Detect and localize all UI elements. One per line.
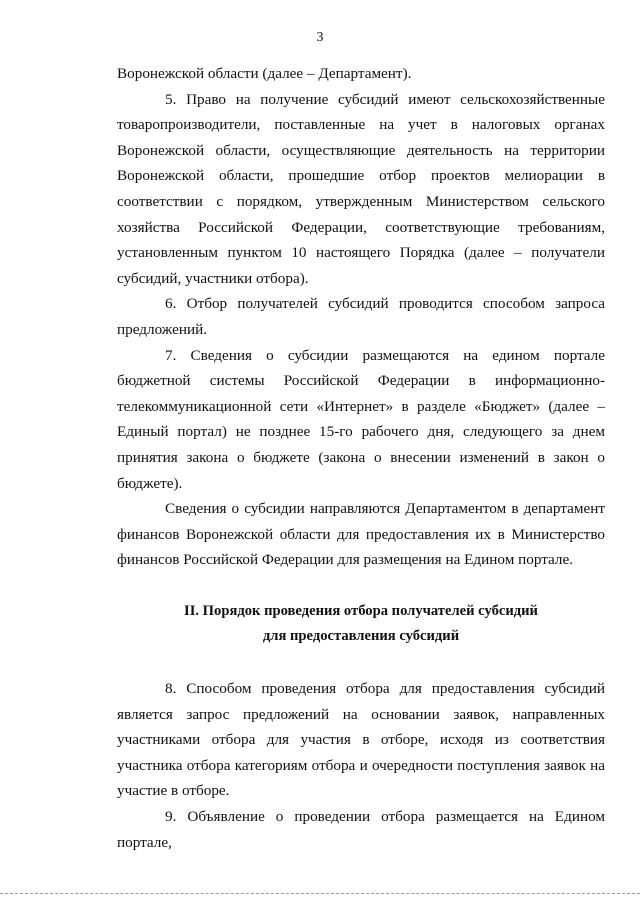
paragraph-continuation: Воронежской области (далее – Департамент). <box>117 65 412 82</box>
page-number: 3 <box>316 30 324 45</box>
document-body <box>117 61 605 855</box>
section-heading-line-2: для предоставления субсидий <box>262 628 460 645</box>
paragraph-subsidy-info: Сведения о субсидии направляются Департаментом в департамент финансов Воронежской области для предоставления их в Министерство финансов Российской Федерации для размещения на Едином портале. <box>117 500 605 569</box>
page-bottom-rule <box>0 893 640 894</box>
section-heading-line-1: II. Порядок проведения отбора получателей субсидий <box>184 602 538 619</box>
paragraph-item-8: 8. Способом проведения отбора для предоставления субсидий является запрос предложений на основании заявок, направленных участниками отбора для участия в отборе, исходя из соответствия участника отбора категориям отбора и очередности поступления заявок на участие в отборе. <box>117 680 605 800</box>
paragraph-item-5: 5. Право на получение субсидий имеют сельскохозяйственные товаропроизводители, поставленные на учет в налоговых органах Воронежской области, осуществляющие деятельность на территории Воронежской области, прошедшие отбор проектов мелиорации в соответствии с порядком, утвержденным Министерством сельского хозяйства Российской Федерации, соответствующие требованиям, установленным пунктом 10 настоящего Порядка (далее – получатели субсидий, участники отбора). <box>117 90 605 287</box>
paragraph-item-9: 9. Объявление о проведении отбора размещается на Едином портале, <box>117 808 605 851</box>
paragraph-item-7: 7. Сведения о субсидии размещаются на едином портале бюджетной системы Российской Федерации в информационно-телекоммуникационной сети «Интернет» в разделе «Бюджет» (далее – Единый портал) не позднее 15-го рабочего дня, следующего за днем принятия закона о бюджете (закона о внесении изменений в закон о бюджете). <box>117 346 605 492</box>
paragraph-item-6: 6. Отбор получателей субсидий проводится способом запроса предложений. <box>117 295 605 338</box>
section-heading <box>117 599 605 650</box>
